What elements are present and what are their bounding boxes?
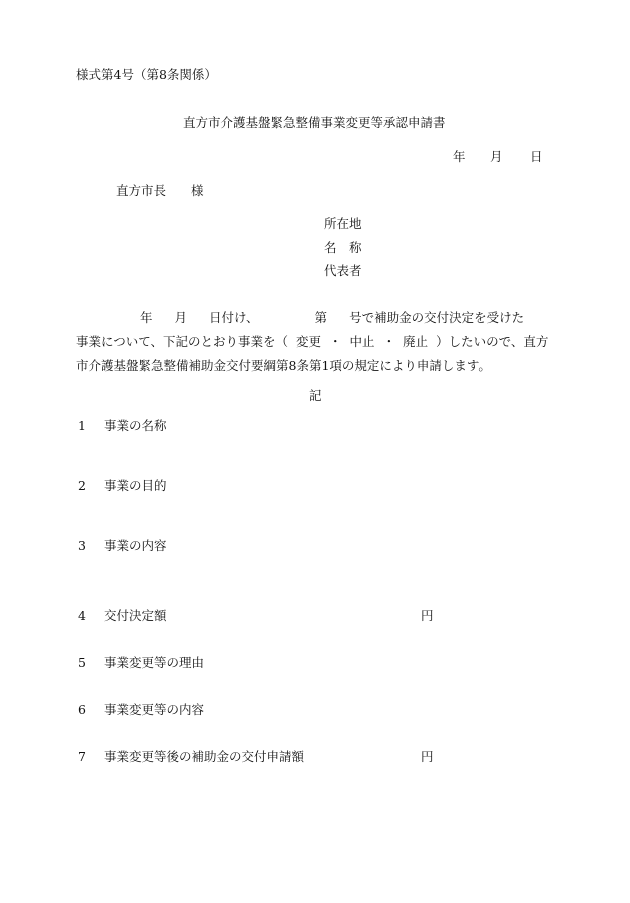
list-item: [78, 478, 167, 494]
date-day: 日: [530, 149, 543, 164]
body-line-3: 市介護基盤緊急整備補助金交付要綱第8条第1項の規定により申請します。: [76, 358, 491, 373]
body-line-2: [76, 330, 558, 354]
item-number: 2: [78, 478, 86, 493]
applicant-name-label-2: 称: [349, 240, 362, 255]
body-paragraph: [76, 306, 558, 378]
item-number: 7: [78, 749, 86, 764]
option-suspend: 中止: [349, 334, 375, 349]
item-label: 交付決定額: [104, 608, 167, 623]
option-dot-2: ・: [382, 334, 396, 349]
item-number: 4: [78, 608, 86, 623]
date-month: 月: [490, 149, 503, 164]
list-item: [78, 608, 167, 624]
body-month: 月: [174, 310, 188, 325]
addressee-name: 直方市長: [116, 183, 167, 198]
option-dot-1: ・: [329, 334, 342, 349]
item-label: 事業変更等の理由: [104, 655, 205, 670]
item-label: 事業変更等の内容: [104, 702, 205, 717]
item-number: 5: [78, 655, 86, 670]
option-abolish: 廃止: [403, 334, 429, 349]
item-label: 事業の目的: [104, 478, 167, 493]
list-item: [78, 655, 204, 671]
ki-heading: 記: [309, 388, 322, 403]
option-change: 変更: [296, 334, 322, 349]
list-item: [78, 749, 304, 765]
body-dai: 第: [314, 310, 328, 325]
form-id: 様式第4号（第8条関係）: [76, 67, 217, 82]
list-item: [78, 538, 167, 554]
body-line2-prefix: 事業について、下記のとおり事業を（: [76, 334, 289, 349]
list-item: [78, 702, 204, 718]
item-number: 6: [78, 702, 86, 717]
document-title: 直方市介護基盤緊急整備事業変更等承認申請書: [183, 115, 446, 130]
item-number: 3: [78, 538, 86, 553]
applicant-name-label-1: 名: [324, 240, 337, 255]
addressee-honorific: 様: [191, 183, 204, 198]
body-line-1: [76, 306, 558, 330]
applicant-address-label: 所在地: [324, 216, 362, 231]
date-year: 年: [453, 149, 466, 164]
body-year: 年: [140, 310, 153, 325]
item-label: 事業変更等後の補助金の交付申請額: [104, 749, 305, 764]
item-unit: 円: [421, 749, 434, 764]
item-unit: 円: [421, 608, 434, 623]
applicant-representative-label: 代表者: [324, 263, 362, 278]
list-item: [78, 418, 167, 434]
body-go-text: 号で補助金の交付決定を受けた: [349, 310, 525, 325]
item-label: 事業の名称: [104, 418, 167, 433]
body-dated: 日付け、: [209, 310, 259, 325]
item-label: 事業の内容: [104, 538, 167, 553]
body-line2-suffix: ）したいので、直方: [436, 334, 549, 349]
item-number: 1: [78, 418, 86, 433]
